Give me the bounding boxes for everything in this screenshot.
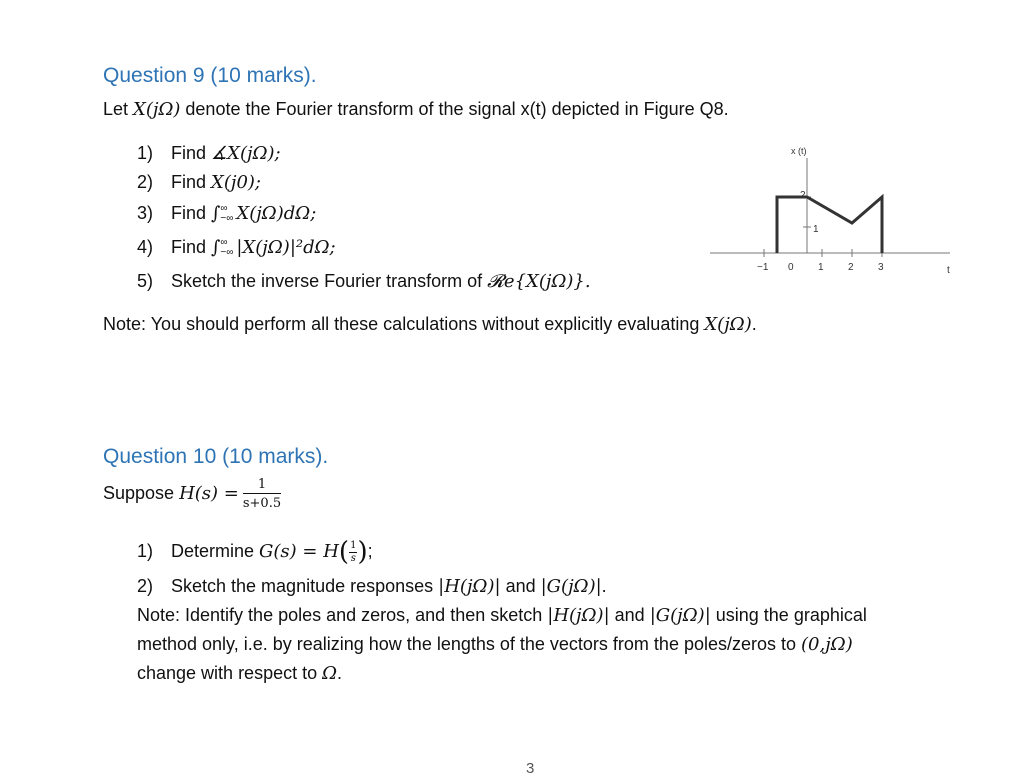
q9-item-1: 1) Find ∡X(jΩ); (137, 143, 281, 164)
page-number: 3 (526, 760, 535, 777)
question-10-title: Question 10 (10 marks). (103, 445, 329, 468)
q10-item-2: 2) Sketch the magnitude responses |H(jΩ)| and |G(jΩ)|. (137, 576, 607, 597)
x-tick-label-m1: −1 (757, 262, 769, 273)
question-10-suppose: Suppose H(s) = $\frac{1}{s+0.5}$ (103, 477, 282, 511)
y-mark-2: 2 (800, 190, 806, 201)
q9-item-5: 5) Sketch the inverse Fourier transform of 𝓡e{X(jΩ)}. (137, 271, 591, 292)
signal-figure (705, 140, 965, 280)
y-label: x (t) (791, 146, 807, 156)
question-9-intro: Let X(jΩ) denote the Fourier transform of the signal x(t) depicted in Figure Q8. (103, 99, 729, 120)
q10-note-line-2: method only, i.e. by realizing how the lengths of the vectors from the poles/zeros to (0,jΩ) (137, 634, 853, 655)
q9-item-4: 4) Find ∫ ∞ −∞ |X(jΩ)|²dΩ; (137, 237, 336, 259)
q9-item-3: 3) Find ∫ ∞ −∞ X(jΩ)dΩ; (137, 203, 317, 225)
question-9-title: Question 9 (10 marks). (103, 64, 317, 87)
question-9-note: Note: You should perform all these calculations without explicitly evaluating X(jΩ). (103, 314, 757, 335)
q10-item-1: 1) Determine G(s) = H( $\frac{1}{s}$ ); (137, 537, 373, 567)
x-tick-label-2: 2 (848, 262, 854, 273)
q10-note-line-3: change with respect to Ω. (137, 663, 343, 684)
y-mark-1: 1 (813, 224, 819, 235)
x-tick-label-1: 1 (818, 262, 824, 273)
x-tick-label-3: 3 (878, 262, 884, 273)
q9-item-2: 2) Find X(j0); (137, 172, 261, 193)
inverse-s-fraction: $\frac{1}{s}$ (350, 539, 357, 564)
q10-note-line-1: Note: Identify the poles and zeros, and then sketch |H(jΩ)| and |G(jΩ)| using the graphical (137, 605, 867, 626)
signal-curve (777, 197, 882, 253)
transfer-fraction: $\frac{1}{s+0.5}$ (242, 477, 282, 511)
x-label: t (947, 265, 950, 276)
x-tick-label-0: 0 (788, 262, 794, 273)
